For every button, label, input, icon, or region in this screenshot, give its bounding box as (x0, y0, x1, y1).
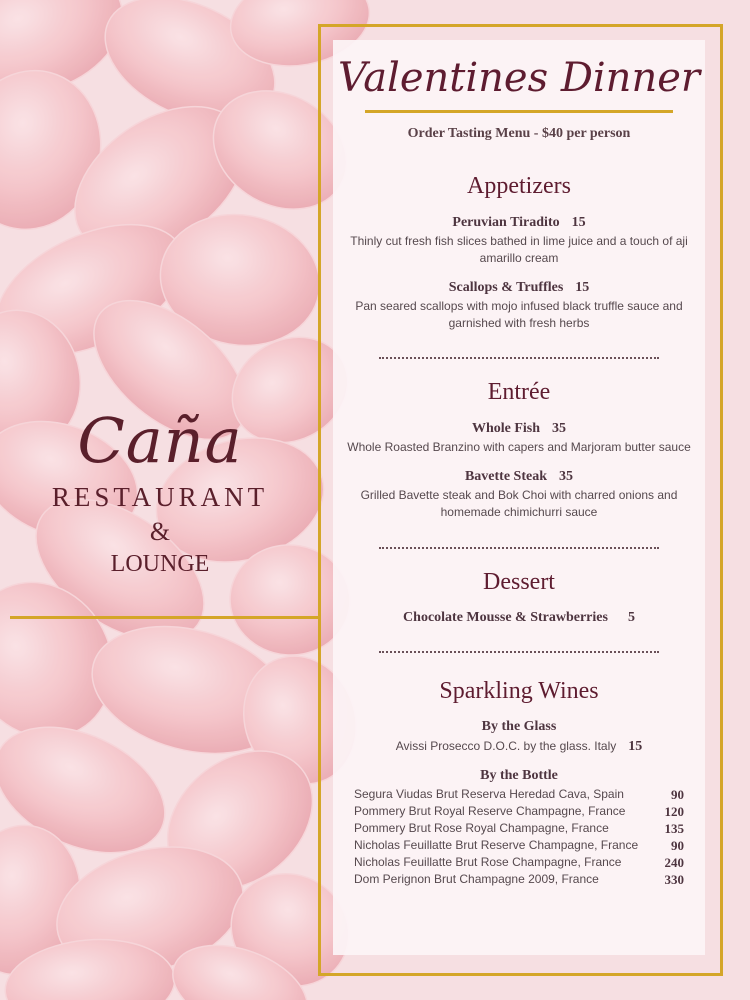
dotted-divider (379, 547, 659, 549)
item-name: Whole Fish (471, 421, 541, 436)
item-price: 15 (575, 280, 590, 295)
item-description: Pan seared scallops with mojo infused black truffle sauce and garnished with fresh herbs (355, 299, 683, 330)
wine-price: 15 (628, 739, 643, 754)
item-description: Grilled Bavette steak and Bok Choi with charred onions and homemade chimichurri sauce (360, 488, 678, 519)
wine-price: 240 (664, 855, 684, 870)
restaurant-logo (0, 404, 320, 578)
section-heading-wines: Sparkling Wines (439, 678, 599, 704)
wine-name: Pommery Brut Royal Reserve Champagne, France (354, 804, 626, 818)
bottle-wine-list (354, 786, 684, 888)
menu-subtitle: Order Tasting Menu - $40 per person (407, 126, 631, 141)
item-title (333, 215, 705, 231)
item-price: 35 (559, 469, 574, 484)
menu-item (333, 215, 705, 267)
section-heading-entree: Entrée (487, 379, 551, 405)
wine-name: Nicholas Feuillatte Brut Rose Champagne, France (354, 855, 622, 869)
wine-row (354, 871, 684, 888)
menu-item (333, 469, 705, 521)
wine-name: Pommery Brut Rose Royal Champagne, France (354, 821, 609, 835)
title-underline (365, 110, 673, 113)
dotted-divider (379, 651, 659, 653)
wine-price: 135 (664, 821, 684, 836)
wine-price: 90 (671, 787, 684, 802)
item-title (333, 421, 705, 437)
wine-row (354, 786, 684, 803)
wine-name: Nicholas Feuillatte Brut Reserve Champagne, France (354, 838, 639, 852)
item-price: 15 (571, 215, 586, 230)
item-description: Thinly cut fresh fish slices bathed in lime juice and a touch of aji amarillo cream (350, 234, 688, 265)
menu-content (333, 40, 705, 888)
glass-wine-item (333, 737, 705, 755)
section-heading-dessert: Dessert (483, 569, 555, 595)
menu-item (333, 610, 705, 626)
item-title (333, 469, 705, 485)
wine-price: 120 (664, 804, 684, 819)
item-price: 5 (627, 610, 635, 625)
wine-row (354, 854, 684, 871)
wine-name: Avissi Prosecco D.O.C. by the glass. Italy (395, 739, 617, 753)
item-title (333, 280, 705, 296)
glass-heading: By the Glass (481, 719, 557, 734)
wine-name: Dom Perignon Brut Champagne 2009, France (354, 872, 599, 886)
item-description: Whole Roasted Branzino with capers and Marjoram butter sauce (347, 440, 691, 454)
wine-row (354, 837, 684, 854)
wine-price: 330 (664, 872, 684, 887)
wine-row (354, 820, 684, 837)
menu-title: Valentines Dinner (337, 55, 700, 101)
brand-lounge-text: LOUNGE (110, 551, 210, 577)
item-name: Chocolate Mousse & Strawberries (403, 610, 608, 625)
menu-item (333, 421, 705, 456)
dotted-divider (379, 357, 659, 359)
item-name: Bavette Steak (464, 469, 548, 484)
brand-restaurant-text: RESTAURANT (51, 482, 269, 512)
wine-name: Segura Viudas Brut Reserva Heredad Cava, Spain (354, 787, 624, 801)
bottle-heading: By the Bottle (480, 768, 558, 783)
item-title (333, 610, 705, 626)
wine-row (354, 803, 684, 820)
brand-script-name: Caña (77, 404, 243, 477)
wine-price: 90 (671, 838, 684, 853)
item-name: Scallops & Truffles (448, 280, 564, 295)
section-heading-appetizers: Appetizers (467, 173, 571, 199)
menu-item (333, 280, 705, 332)
gold-divider-left (10, 616, 320, 619)
item-price: 35 (552, 421, 567, 436)
item-name: Peruvian Tiradito (452, 215, 560, 230)
brand-ampersand: & (149, 517, 171, 546)
